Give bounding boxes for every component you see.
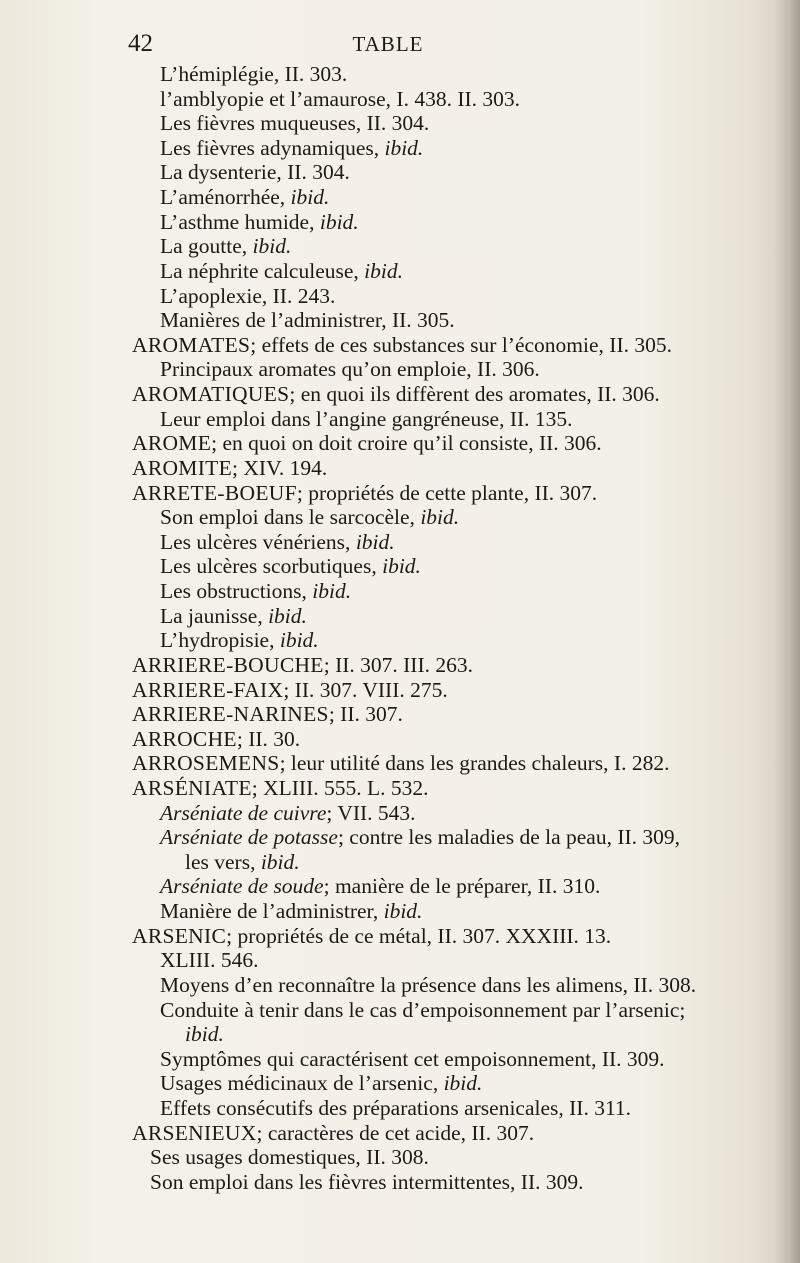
index-line xyxy=(160,210,359,235)
index-line xyxy=(160,899,422,924)
entry-italic-text: ibid. xyxy=(260,849,300,874)
entry-text: ; XLIII. 555. L. 532. xyxy=(251,775,429,800)
entry-text: L’apoplexie, II. 243. xyxy=(160,283,336,308)
entry-text: ; propriétés de ce métal, II. 307. XXXIII. 13. xyxy=(226,923,612,948)
index-line xyxy=(150,1170,584,1195)
entry-text: Son emploi dans les fièvres intermittentes, II. 309. xyxy=(150,1169,584,1194)
page-header xyxy=(128,30,688,60)
entry-text: Les ulcères scorbutiques, xyxy=(160,554,383,579)
entry-text: ; II. 30. xyxy=(236,726,301,751)
index-line xyxy=(132,333,672,358)
entry-headword: ARRIERE-NARINES xyxy=(132,702,329,727)
entry-italic-text: ibid. xyxy=(383,899,423,924)
entry-italic-text: ibid. xyxy=(290,185,330,210)
index-line xyxy=(160,604,307,629)
entry-text: ; II. 307. xyxy=(328,702,403,727)
index-line xyxy=(160,308,455,333)
entry-text: ; VII. 543. xyxy=(326,800,416,825)
entry-text: Leur emploi dans l’angine gangréneuse, II. 135. xyxy=(160,406,573,431)
index-line xyxy=(160,998,685,1023)
entry-text: ; en quoi ils diffèrent des aromates, II. 306. xyxy=(289,382,660,407)
index-line xyxy=(160,948,259,973)
entry-headword: ARROCHE xyxy=(132,726,237,751)
index-line xyxy=(160,136,423,161)
entry-text: ; leur utilité dans les grandes chaleurs, I. 282. xyxy=(279,751,670,776)
index-line xyxy=(160,357,540,382)
entry-headword: ARSENIC xyxy=(132,923,227,948)
entry-text: ; contre les maladies de la peau, II. 309, xyxy=(337,825,681,850)
entry-text: L’asthme humide, xyxy=(160,209,320,234)
entry-text: Conduite à tenir dans le cas d’empoisonnement par l’arsenic; xyxy=(160,997,686,1022)
entry-text: Les ulcères vénériens, xyxy=(160,529,356,554)
entry-text: Usages médicinaux de l’arsenic, xyxy=(160,1071,444,1096)
entry-text: ; en quoi on doit croire qu’il consiste, II. 306. xyxy=(211,431,602,456)
entry-italic-text: ibid. xyxy=(384,135,424,160)
entry-text: L’hémiplégie, II. 303. xyxy=(160,62,348,86)
running-title: TABLE xyxy=(352,32,424,56)
entry-text: La goutte, xyxy=(160,234,253,259)
index-line xyxy=(160,973,696,998)
index-line xyxy=(160,628,319,653)
entry-text: ; effets de ces substances sur l’économie, II. 305. xyxy=(250,332,672,357)
entry-text: ; caractères de cet acide, II. 307. xyxy=(256,1120,535,1145)
entry-italic-text: Arséniate de soude xyxy=(160,874,324,899)
entry-text: Moyens d’en reconnaître la présence dans les alimens, II. 308. xyxy=(160,972,697,997)
entry-text: La dysenterie, II. 304. xyxy=(160,160,350,185)
index-line xyxy=(132,776,429,801)
entry-text: Symptômes qui caractérisent cet empoisonnement, II. 309. xyxy=(160,1046,665,1071)
index-line xyxy=(160,1096,631,1121)
index-line xyxy=(132,481,597,506)
index-line xyxy=(185,850,300,875)
entry-headword: ARRETE-BOEUF xyxy=(132,480,297,505)
entry-italic-text: ibid. xyxy=(185,1022,224,1047)
entry-italic-text: ibid. xyxy=(355,529,395,554)
index-line xyxy=(132,751,669,776)
index-line xyxy=(185,1022,224,1047)
entry-text: L’hydropisie, xyxy=(160,628,280,653)
entry-text: ; II. 307. VIII. 275. xyxy=(283,677,448,702)
entry-headword: ARRIERE-BOUCHE xyxy=(132,652,324,677)
entry-italic-text: ibid. xyxy=(364,258,403,283)
entry-text: Ses usages domestiques, II. 308. xyxy=(150,1145,429,1170)
entry-text: Les fièvres adynamiques, xyxy=(160,135,385,160)
entry-text: Principaux aromates qu’on emploie, II. 306. xyxy=(160,357,540,382)
entry-italic-text: ibid. xyxy=(443,1071,483,1096)
entry-text: ; II. 307. III. 263. xyxy=(323,652,474,677)
entry-text: La jaunisse, xyxy=(160,603,269,628)
index-line xyxy=(160,160,350,185)
index-line xyxy=(132,678,448,703)
index-line xyxy=(160,825,680,850)
index-line xyxy=(160,284,335,309)
entry-italic-text: ibid. xyxy=(279,628,319,653)
index-line xyxy=(132,653,473,678)
entry-italic-text: ibid. xyxy=(420,505,460,530)
entry-text: L’aménorrhée, xyxy=(160,185,291,210)
entry-text: Manière de l’administrer, xyxy=(160,899,384,924)
entry-italic-text: ibid. xyxy=(252,234,292,259)
entry-text: Son emploi dans le sarcocèle, xyxy=(160,505,421,530)
index-line xyxy=(160,579,351,604)
entry-headword: AROME xyxy=(132,431,212,456)
index-line xyxy=(132,924,611,949)
entry-text: La néphrite calculeuse, xyxy=(160,258,365,283)
index-line xyxy=(160,62,347,87)
entry-text: Les obstructions, xyxy=(160,579,313,604)
entry-text: ; XIV. 194. xyxy=(232,455,328,480)
index-line xyxy=(150,1145,429,1170)
index-line xyxy=(132,382,660,407)
index-line xyxy=(160,259,403,284)
index-line xyxy=(160,1047,665,1072)
entry-text: Effets consécutifs des préparations arsenicales, II. 311. xyxy=(160,1096,632,1121)
entry-headword: AROMATES xyxy=(132,332,251,357)
entry-headword: AROMATIQUES xyxy=(132,382,290,407)
index-line xyxy=(160,87,520,112)
index-line xyxy=(160,505,459,530)
entry-text: XLIII. 546. xyxy=(160,948,259,973)
index-line xyxy=(132,702,403,727)
entry-text: ; manière de le préparer, II. 310. xyxy=(323,874,601,899)
entry-headword: ARRIERE-FAIX xyxy=(132,677,284,702)
index-line xyxy=(160,874,600,899)
index-line xyxy=(132,1121,534,1146)
entry-headword: ARSÉNIATE xyxy=(132,775,252,800)
index-line xyxy=(160,554,421,579)
entry-italic-text: ibid. xyxy=(382,554,421,579)
entry-text: Les fièvres muqueuses, II. 304. xyxy=(160,111,430,136)
entry-italic-text: ibid. xyxy=(312,579,352,604)
index-line xyxy=(132,456,327,481)
index-line xyxy=(160,234,291,259)
entry-text: ; propriétés de cette plante, II. 307. xyxy=(296,480,598,505)
entry-italic-text: ibid. xyxy=(319,209,359,234)
index-line xyxy=(160,530,395,555)
entry-italic-text: Arséniate de cuivre xyxy=(160,800,327,825)
index-line xyxy=(160,407,573,432)
entry-headword: AROMITE xyxy=(132,455,233,480)
page-number: 42 xyxy=(128,30,153,57)
entry-headword: ARSENIEUX xyxy=(132,1120,257,1145)
index-line xyxy=(160,1071,482,1096)
binding-shadow xyxy=(774,0,800,1263)
index-line xyxy=(132,727,300,752)
entry-text: Manières de l’administrer, II. 305. xyxy=(160,308,455,333)
index-line xyxy=(160,185,329,210)
index-line xyxy=(132,431,602,456)
entry-italic-text: Arséniate de potasse xyxy=(160,825,338,850)
entry-italic-text: ibid. xyxy=(268,603,307,628)
entry-headword: ARROSEMENS xyxy=(132,751,280,776)
entry-text: les vers, xyxy=(185,849,261,874)
index-line xyxy=(160,111,429,136)
index-line xyxy=(160,801,416,826)
entry-text: l’amblyopie et l’amaurose, I. 438. II. 303. xyxy=(160,86,521,111)
